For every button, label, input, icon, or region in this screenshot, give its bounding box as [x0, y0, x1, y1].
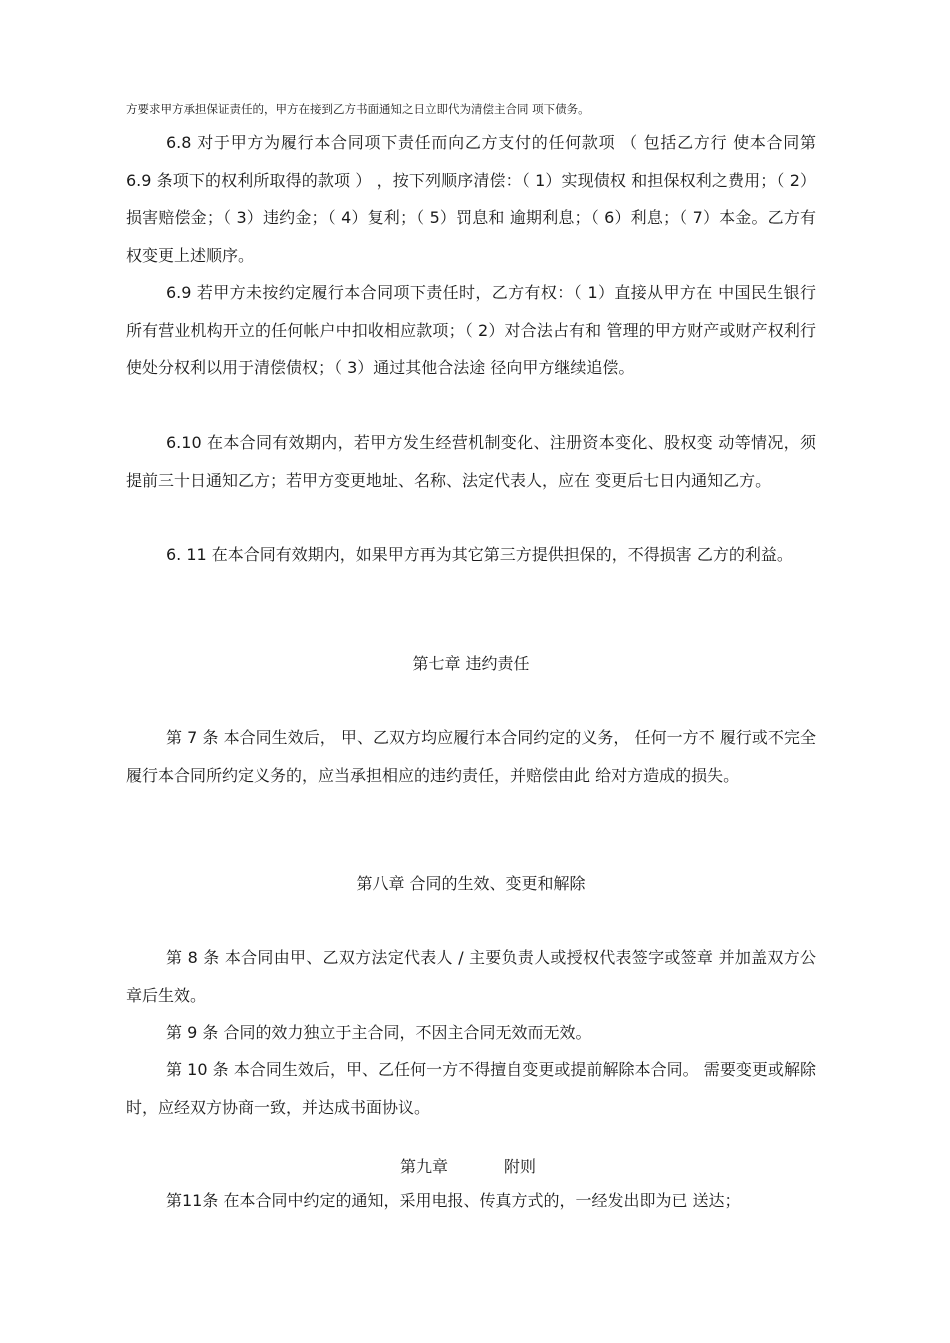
chapter-9-title: 附则	[504, 1157, 537, 1176]
clause-6-11: 6. 11 在本合同有效期内，如果甲方再为其它第三方提供担保的，不得损害 乙方的利益。	[166, 545, 793, 564]
chapter-9-heading	[400, 1155, 536, 1179]
article-10: 第 10 条 本合同生效后，甲、乙任何一方不得擅自变更或提前解除本合同。 需要变更或解除时，应经双方协商一致，并达成书面协议。	[126, 1060, 816, 1117]
article-7: 第 7 条 本合同生效后， 甲、乙双方均应履行本合同约定的义务， 任何一方不 履行或不完全履行本合同所约定义务的，应当承担相应的违约责任，并赔偿由此 给对方造成的损失。	[126, 728, 816, 785]
continued-text-line: 方要求甲方承担保证责任的，甲方在接到乙方书面通知之日立即代为清偿主合同 项下债务。	[126, 102, 590, 116]
clause-6-9: 6.9 若甲方未按约定履行本合同项下责任时，乙方有权：（ 1）直接从甲方在 中国民生银行所有营业机构开立的任何帐户中扣收相应款项；（ 2）对合法占有和 管理的甲方财产或财产权利行使处分权利以用于清偿债权；（ 3）通过其他合法途 径向甲方继续追偿。	[126, 283, 816, 378]
clause-6-10: 6.10 在本合同有效期内，若甲方发生经营机制变化、注册资本变化、股权变 动等情况，须提前三十日通知乙方；若甲方变更地址、名称、法定代表人，应在 变更后七日内通知乙方。	[126, 433, 816, 490]
chapter-7-heading: 第七章 违约责任	[412, 654, 530, 673]
clause-6-8: 6.8 对于甲方为履行本合同项下责任而向乙方支付的任何款项 （ 包括乙方行 使本合同第 6.9 条项下的权利所取得的款项 ） ，按下列顺序清偿：（ 1）实现债权 和担保权利之费用；（ 2）损害赔偿金；（ 3）违约金；（ 4）复利；（ 5）罚息和 逾期利息；（ 6）利息；（ 7）本金。乙方有权变更上述顺序。	[126, 133, 816, 265]
chapter-9-number: 第九章	[400, 1157, 449, 1176]
article-11: 第11条 在本合同中约定的通知，采用电报、传真方式的，一经发出即为已 送达；	[166, 1191, 741, 1210]
chapter-8-heading: 第八章 合同的生效、变更和解除	[356, 874, 586, 893]
article-9: 第 9 条 合同的效力独立于主合同，不因主合同无效而无效。	[166, 1023, 592, 1042]
article-8: 第 8 条 本合同由甲、乙双方法定代表人 / 主要负责人或授权代表签字或签章 并加盖双方公章后生效。	[126, 948, 816, 1005]
